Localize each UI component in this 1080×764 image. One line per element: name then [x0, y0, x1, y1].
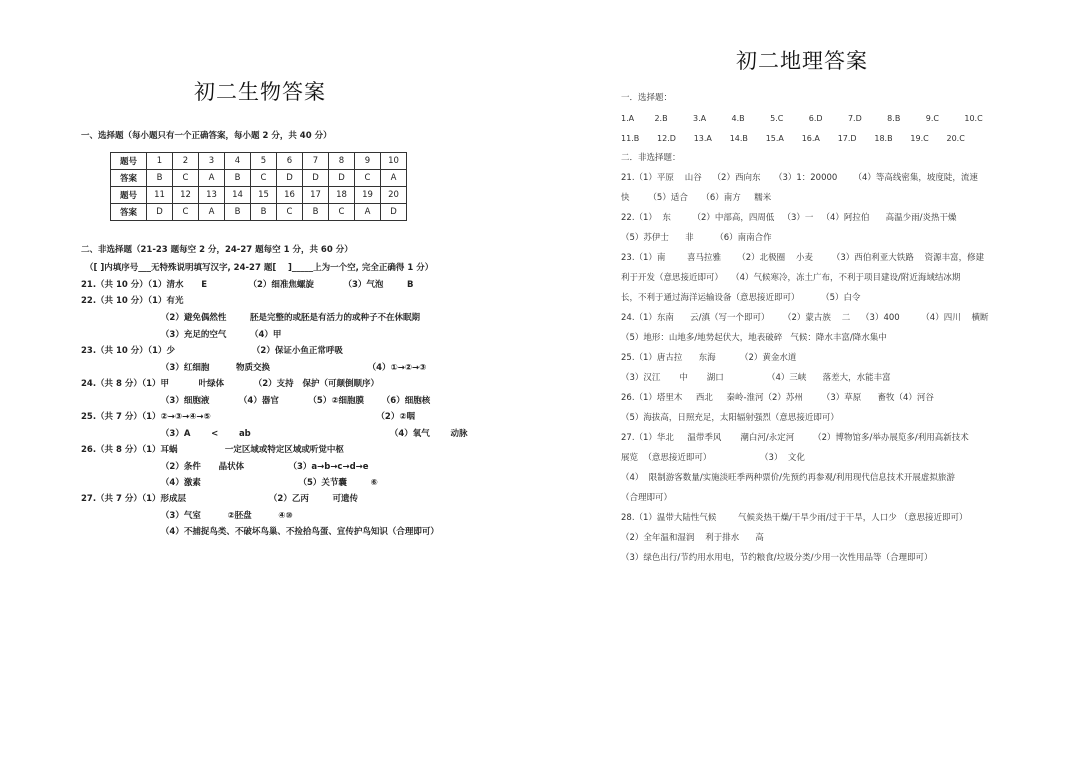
biology-answer-line: 22.（共 10 分）（1）有光: [81, 296, 184, 306]
geography-answer-line: 23.（1）南 喜马拉雅 （2）北极圈 小麦 （3）西伯利亚大铁路 资源丰富，修建: [621, 253, 985, 263]
geography-section1-heading: 一．选择题：: [621, 93, 673, 103]
table-cell: D: [277, 170, 303, 187]
table-cell: 14: [225, 187, 251, 204]
table-row: [111, 187, 407, 204]
biology-answer-line: 21.（共 10 分）（1）清水 E （2）细准焦螺旋 （3）气泡 B: [81, 280, 414, 290]
table-cell: 2: [173, 153, 199, 170]
table-cell: C: [355, 170, 381, 187]
table-row-header: 题号: [111, 153, 147, 170]
biology-answer-line: （3）A < ab （4）氧气 动脉: [81, 429, 468, 439]
biology-answer-line: （[ ]内填序号___无特殊说明填写汉字, 24-27 题[ ]_____上为一个空, 完全正确得 1 分）: [85, 263, 434, 273]
geography-mc-row-2: 11.B 12.D 13.A 14.B 15.A 16.A 17.D 18.B 19.C 20.C: [621, 134, 965, 143]
table-cell: B: [251, 204, 277, 221]
geography-section2-heading: 二．非选择题：: [621, 153, 681, 163]
table-cell: A: [355, 204, 381, 221]
biology-answer-table: [110, 152, 407, 221]
geography-answer-line: 27.（1）华北 温带季风 潮白河/永定河 （2）博物馆多/举办展览多/利用高新技术: [621, 433, 969, 443]
table-cell: 12: [173, 187, 199, 204]
table-cell: C: [251, 170, 277, 187]
geography-answer-line: 21.（1）平原 山谷 （2）西向东 （3）1：20000 （4）等高线密集，坡度陡，流速: [621, 173, 978, 183]
geography-answer-line: 25.（1）唐古拉 东海 （2）黄金水道: [621, 353, 797, 363]
geography-answer-line: 22.（1） 东 （2）中部高，四周低 （3）一 （4）阿拉伯 高温少雨/炎热干燥: [621, 213, 957, 223]
geography-answer-line: 28.（1）温带大陆性气候 气候炎热干燥/干旱少雨/过于干旱，人口少 （意思接近即可）: [621, 513, 968, 523]
table-row-header: 答案: [111, 170, 147, 187]
biology-section1-heading: 一、选择题（每小题只有一个正确答案，每小题 2 分，共 40 分）: [81, 131, 332, 141]
table-cell: D: [381, 204, 407, 221]
table-cell: 7: [303, 153, 329, 170]
table-cell: B: [225, 204, 251, 221]
table-cell: B: [303, 204, 329, 221]
table-row-header: 题号: [111, 187, 147, 204]
geography-answer-line: （5）海拔高，日照充足，太阳辐射强烈（意思接近即可）: [621, 413, 839, 423]
geography-answer-line: 24.（1）东南 云/滇（写一个即可） （2）蒙古族 二 （3）400 （4）四川 横断: [621, 313, 989, 323]
table-row: [111, 204, 407, 221]
table-cell: 10: [381, 153, 407, 170]
geography-title: 初二地理答案: [736, 49, 868, 73]
table-cell: A: [381, 170, 407, 187]
table-row: [111, 153, 407, 170]
table-cell: 15: [251, 187, 277, 204]
table-cell: D: [329, 170, 355, 187]
biology-answer-line: （3）气室 ②胚盘 ④⑩: [81, 511, 293, 521]
table-cell: 3: [199, 153, 225, 170]
table-cell: 19: [355, 187, 381, 204]
table-cell: C: [277, 204, 303, 221]
geography-answer-line: 利于开发（意思接近即可） （4）气候寒冷，冻土广布，不利于项目建设/附近海域结冰期: [621, 273, 961, 283]
table-cell: 1: [147, 153, 173, 170]
biology-answer-line: （2）避免偶然性 胚是完整的或胚是有活力的或种子不在休眠期: [81, 313, 420, 323]
table-cell: A: [199, 204, 225, 221]
table-cell: D: [303, 170, 329, 187]
table-cell: 11: [147, 187, 173, 204]
biology-answer-line: （3）充足的空气 （4）甲: [81, 330, 282, 340]
table-cell: D: [147, 204, 173, 221]
geography-mc-row-1: 1.A 2.B 3.A 4.B 5.C 6.D 7.D 8.B 9.C 10.C: [621, 114, 983, 123]
biology-answer-line: 24.（共 8 分）（1）甲 叶绿体 （2）支持 保护（可颠倒顺序）: [81, 379, 380, 389]
table-cell: 20: [381, 187, 407, 204]
biology-title: 初二生物答案: [194, 80, 326, 104]
table-cell: 17: [303, 187, 329, 204]
biology-answer-line: 25.（共 7 分）（1）②→③→④→⑤ （2）②咽: [81, 412, 416, 422]
table-cell: B: [147, 170, 173, 187]
geography-answer-line: 26.（1）塔里木 西北 秦岭-淮河（2）苏州 （3）草原 畜牧（4）河谷: [621, 393, 934, 403]
geography-answer-line: 长，不利于通过海洋运输设备（意思接近即可） （5）白令: [621, 293, 861, 303]
geography-answer-line: （5）地形：山地多/地势起伏大，地表破碎 气候：降水丰富/降水集中: [621, 333, 887, 343]
geography-answer-line: （3）绿色出行/节约用水用电，节约粮食/垃圾分类/少用一次性用品等（合理即可）: [621, 553, 933, 563]
table-cell: 9: [355, 153, 381, 170]
biology-answer-line: 26.（共 8 分）（1）耳蜗 一定区域或特定区域或听觉中枢: [81, 445, 344, 455]
table-cell: 13: [199, 187, 225, 204]
table-cell: 4: [225, 153, 251, 170]
biology-section2-heading: 二、非选择题（21-23 题每空 2 分，24-27 题每空 1 分，共 60 分）: [81, 245, 353, 255]
table-cell: 16: [277, 187, 303, 204]
biology-answer-line: 23.（共 10 分）（1）少 （2）保证小鱼正常呼吸: [81, 346, 343, 356]
table-cell: C: [173, 170, 199, 187]
table-cell: 8: [329, 153, 355, 170]
geography-answer-line: （合理即可）: [621, 493, 673, 503]
biology-answer-line: （4）不捕捉鸟类、不破坏鸟巢、不捡拾鸟蛋、宣传护鸟知识（合理即可）: [81, 527, 439, 537]
table-cell: C: [173, 204, 199, 221]
geography-answer-line: （4） 限制游客数量/实施淡旺季两种票价/先预约再参观/利用现代信息技术开展虚拟旅游: [621, 473, 955, 483]
geography-answer-line: （3）汉江 中 湖口 （4）三峡 落差大，水能丰富: [621, 373, 891, 383]
biology-answer-line: 27.（共 7 分）（1）形成层 （2）乙丙 可遗传: [81, 494, 359, 504]
biology-answer-line: （4）激素 （5）关节囊 ⑥: [81, 478, 378, 488]
geography-answer-line: （5）苏伊士 非 （6）南南合作: [621, 233, 772, 243]
table-cell: 5: [251, 153, 277, 170]
biology-answer-line: （3）细胞液 （4）器官 （5）②细胞膜 （6）细胞核: [81, 396, 431, 406]
table-row-header: 答案: [111, 204, 147, 221]
geography-answer-line: 展览 （意思接近即可） （3） 文化: [621, 453, 805, 463]
table-cell: B: [225, 170, 251, 187]
biology-answer-line: （3）红细胞 物质交换 （4）①→②→③: [81, 363, 427, 373]
table-cell: 18: [329, 187, 355, 204]
table-cell: 6: [277, 153, 303, 170]
table-row: [111, 170, 407, 187]
geography-answer-line: 快 （5）适合 （6）南方 糯米: [621, 193, 772, 203]
table-cell: A: [199, 170, 225, 187]
geography-answer-line: （2）全年温和湿润 利于排水 高: [621, 533, 764, 543]
geography-page: [540, 0, 1080, 764]
biology-answer-line: （2）条件 晶状体 （3）a→b→c→d→e: [81, 462, 369, 472]
table-cell: C: [329, 204, 355, 221]
